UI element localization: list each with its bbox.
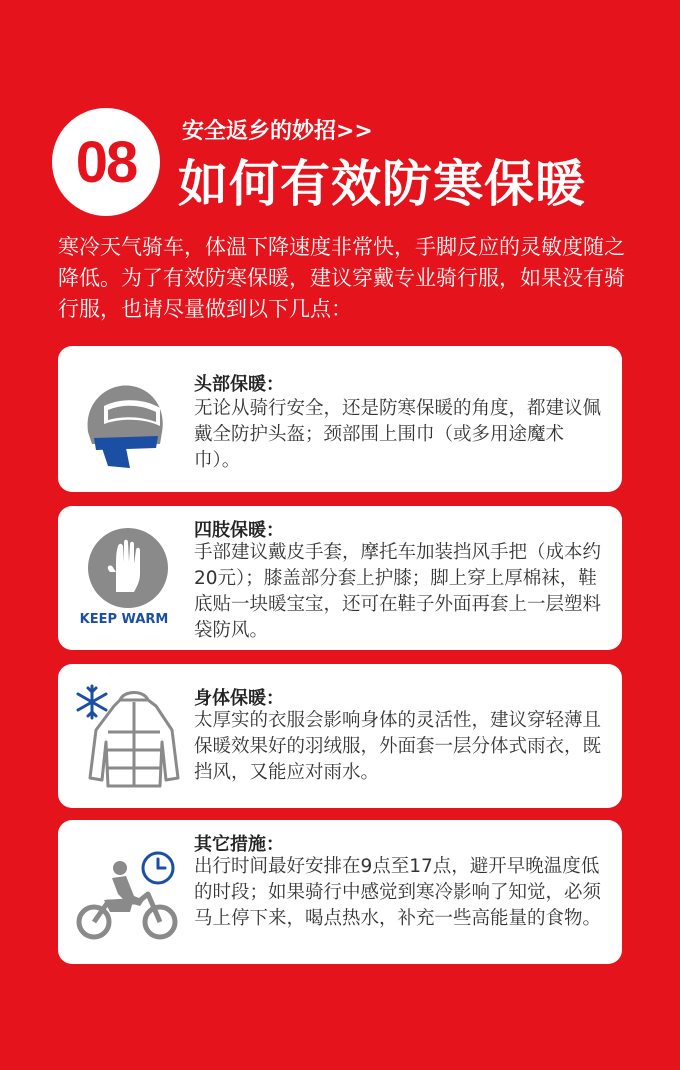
card-body-warmth [58,664,622,808]
card-text: 太厚实的衣服会影响身体的灵活性，建议穿轻薄且保暖效果好的羽绒服，外面套一层分体式雨衣，既挡风，又能应对雨水。 [194,710,602,783]
card-head-warmth [58,346,622,492]
card-heading: 身体保暖： [194,688,284,709]
keep-warm-label: KEEP WARM [79,612,169,627]
card-heading: 其它措施： [194,834,284,855]
helmet-scarf-icon [74,372,174,472]
section-number-badge [52,108,160,216]
header [52,108,652,218]
card-text: 无论从骑行安全，还是防寒保暖的角度，都建议佩戴全防护头盔；颈部围上围巾（或多用途魔术巾）。 [194,398,602,471]
section-number: 08 [75,129,137,195]
card-limb-warmth [58,506,622,650]
card-text: 出行时间最好安排在9点至17点，避开早晚温度低的时段；如果骑行中感觉到寒冷影响了知觉，必须马上停下来，喝点热水，补充一些高能量的食物。 [194,856,602,929]
card-other-measures [58,820,622,964]
card-heading: 头部保暖： [194,374,284,395]
page-title: 如何有效防寒保暖 [178,155,586,213]
glove-icon [86,526,170,610]
card-heading: 四肢保暖： [194,520,284,541]
subtitle: 安全返乡的妙招>> [182,119,373,144]
motorcycle-clock-icon [74,846,184,942]
down-jacket-snowflake-icon [74,682,184,794]
intro-paragraph: 寒冷天气骑车，体温下降速度非常快，手脚反应的灵敏度随之降低。为了有效防寒保暖，建议穿戴专业骑行服，如果没有骑行服，也请尽量做到以下几点： [58,235,625,321]
card-text: 手部建议戴皮手套，摩托车加装挡风手把（成本约20元）；膝盖部分套上护膝；脚上穿上厚棉袜，鞋底贴一块暖宝宝，还可在鞋子外面再套上一层塑料袋防风。 [194,542,602,641]
